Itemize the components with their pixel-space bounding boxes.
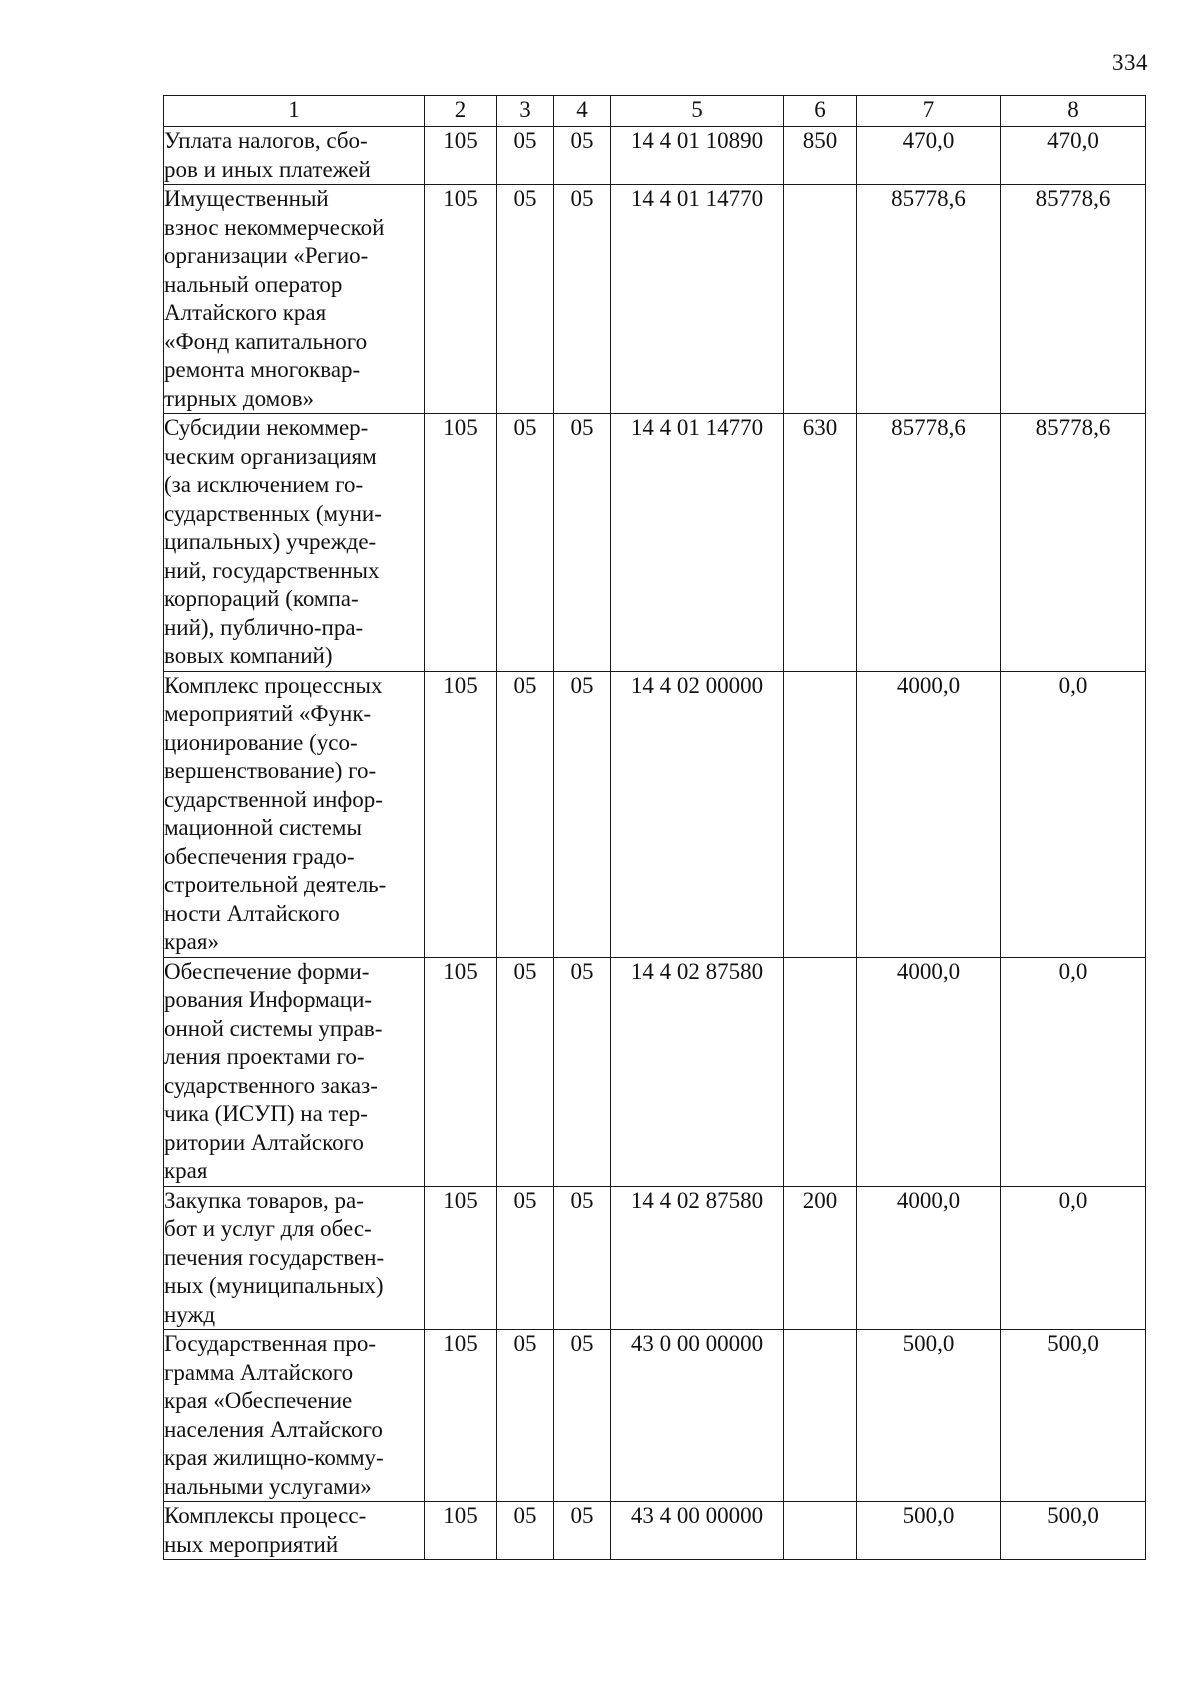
row-amount-8: 500,0: [1001, 1502, 1146, 1560]
row-code-5: 14 4 01 14770: [611, 414, 784, 672]
row-name: Субсидии некоммер- ческим организациям (за исключением го- сударственных (муни- ципальных) учрежде- ний, государственных корпораций (компа- ний), публично-пра- вовых компаний): [164, 414, 425, 672]
row-code-2: 105: [425, 957, 497, 1186]
row-code-6: [784, 1330, 857, 1502]
row-code-6: 200: [784, 1186, 857, 1330]
row-code-5: 14 4 02 00000: [611, 671, 784, 957]
page-number: 334: [1112, 50, 1148, 75]
row-code-6: [784, 1502, 857, 1560]
row-code-3: 05: [497, 1502, 554, 1560]
row-amount-7: 85778,6: [857, 414, 1001, 672]
row-amount-8: 500,0: [1001, 1330, 1146, 1502]
table-row: [164, 185, 1146, 414]
row-code-3: 05: [497, 957, 554, 1186]
row-amount-8: 85778,6: [1001, 185, 1146, 414]
row-code-4: 05: [554, 185, 611, 414]
row-amount-8: 0,0: [1001, 957, 1146, 1186]
row-amount-7: 500,0: [857, 1502, 1001, 1560]
row-amount-7: 4000,0: [857, 671, 1001, 957]
row-name: Обеспечение форми- рования Информаци- онной системы управ- ления проектами го- сударственного заказ- чика (ИСУП) на тер- ритории Алтайского края: [164, 957, 425, 1186]
row-code-3: 05: [497, 127, 554, 185]
row-code-2: 105: [425, 1330, 497, 1502]
row-name: Имущественный взнос некоммерческой организации «Регио- нальный оператор Алтайского края «Фонд капитального ремонта многоквар- тирных домов»: [164, 185, 425, 414]
row-code-3: 05: [497, 671, 554, 957]
row-amount-8: 0,0: [1001, 1186, 1146, 1330]
header-col-2: 2: [425, 96, 497, 127]
row-code-2: 105: [425, 127, 497, 185]
table-row: [164, 127, 1146, 185]
header-col-3: 3: [497, 96, 554, 127]
row-amount-7: 4000,0: [857, 1186, 1001, 1330]
budget-table: [163, 95, 1146, 1560]
row-code-5: 14 4 02 87580: [611, 957, 784, 1186]
row-code-4: 05: [554, 671, 611, 957]
row-code-6: [784, 185, 857, 414]
header-row: [164, 96, 1146, 127]
row-amount-8: 85778,6: [1001, 414, 1146, 672]
row-code-2: 105: [425, 1186, 497, 1330]
row-code-4: 05: [554, 414, 611, 672]
row-code-4: 05: [554, 127, 611, 185]
row-name: Закупка товаров, ра- бот и услуг для обес- печения государствен- ных (муниципальных) нужд: [164, 1186, 425, 1330]
row-amount-7: 470,0: [857, 127, 1001, 185]
row-code-2: 105: [425, 414, 497, 672]
row-code-6: 630: [784, 414, 857, 672]
row-code-3: 05: [497, 185, 554, 414]
header-col-7: 7: [857, 96, 1001, 127]
row-code-6: [784, 957, 857, 1186]
row-code-3: 05: [497, 1330, 554, 1502]
row-name: Уплата налогов, сбо- ров и иных платежей: [164, 127, 425, 185]
row-code-2: 105: [425, 185, 497, 414]
table-row: [164, 1502, 1146, 1560]
row-code-6: [784, 671, 857, 957]
row-code-4: 05: [554, 1330, 611, 1502]
row-code-3: 05: [497, 414, 554, 672]
row-code-5: 14 4 01 14770: [611, 185, 784, 414]
row-code-3: 05: [497, 1186, 554, 1330]
row-code-4: 05: [554, 1186, 611, 1330]
row-code-6: 850: [784, 127, 857, 185]
row-code-4: 05: [554, 1502, 611, 1560]
row-code-2: 105: [425, 1502, 497, 1560]
row-amount-7: 4000,0: [857, 957, 1001, 1186]
header-col-6: 6: [784, 96, 857, 127]
row-code-5: 43 0 00 00000: [611, 1330, 784, 1502]
row-code-5: 14 4 01 10890: [611, 127, 784, 185]
table-row: [164, 414, 1146, 672]
table-row: [164, 957, 1146, 1186]
table-row: [164, 1330, 1146, 1502]
header-col-4: 4: [554, 96, 611, 127]
header-col-5: 5: [611, 96, 784, 127]
table-row: [164, 671, 1146, 957]
row-name: Государственная про- грамма Алтайского края «Обеспечение населения Алтайского края жилищно-комму- нальными услугами»: [164, 1330, 425, 1502]
row-amount-8: 0,0: [1001, 671, 1146, 957]
header-col-8: 8: [1001, 96, 1146, 127]
row-code-2: 105: [425, 671, 497, 957]
row-code-4: 05: [554, 957, 611, 1186]
row-name: Комплекс процессных мероприятий «Функ- ционирование (усо- вершенствование) го- сударственной инфор- мационной системы обеспечения градо- строительной деятель- ности Алтайского края»: [164, 671, 425, 957]
row-amount-7: 85778,6: [857, 185, 1001, 414]
row-amount-7: 500,0: [857, 1330, 1001, 1502]
row-amount-8: 470,0: [1001, 127, 1146, 185]
header-col-1: 1: [164, 96, 425, 127]
row-code-5: 43 4 00 00000: [611, 1502, 784, 1560]
table-row: [164, 1186, 1146, 1330]
row-code-5: 14 4 02 87580: [611, 1186, 784, 1330]
row-name: Комплексы процесс- ных мероприятий: [164, 1502, 425, 1560]
